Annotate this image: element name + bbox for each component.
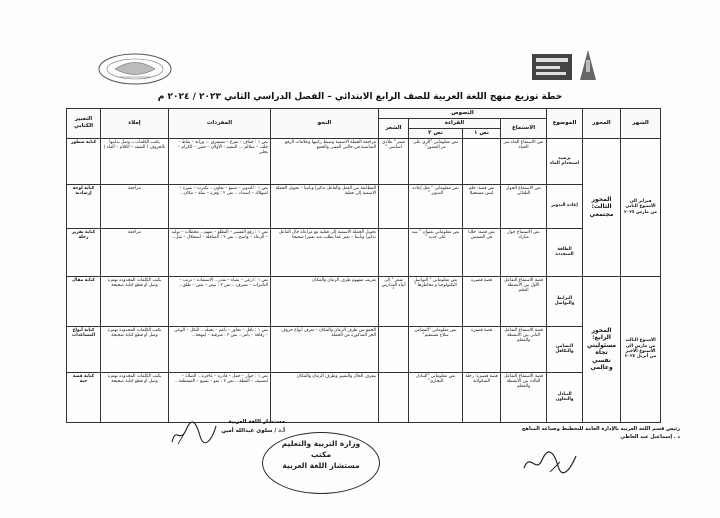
header-topic: الموضوع: [547, 109, 583, 139]
poetry-cell: شعر " الى أبناء المدارس ": [379, 276, 409, 326]
table-row: [67, 228, 661, 276]
header-spelling: إملاء: [101, 109, 169, 139]
topic-cell: التضامن والتكافل: [547, 326, 583, 372]
vocab-cell: نص ١ : رفع المسير – التطلع – متهم... مخطات – توليد – الرعاة – واضح... نص ٢ : المناقلة – استغلال – شل...: [169, 228, 271, 276]
poetry-cell: شعر " ملاذي أساسي ": [379, 138, 409, 184]
text1-cell: قصة قصيرة: رحلة الشكولاتة: [463, 372, 501, 422]
text2-cell: نص معلوماتي " التواصل التكنولوجيا و مخاطرها ": [409, 276, 463, 326]
signature-right: [520, 448, 580, 476]
book-cell: كتابة سطور: [67, 138, 101, 184]
topic-cell: إعادة التدوير: [547, 184, 583, 228]
vocab-cell: نص ١ : التدوير – تصنع – تعاون... تكثرت – سيرة – اسهلاك – استداد... نص ٢ : وفرة – سلة – مكان...: [169, 184, 271, 228]
poetry-cell: [379, 184, 409, 228]
stamp-line-1: وزارة التربية والتعليم: [281, 439, 361, 448]
vocab-cell: نص ١ : ازعي – بشاء – تقدر... الاستفادة – ترتب – التاثيرات – تسرف... نص ٢ : نبض – بعين – طلق...: [169, 276, 271, 326]
header-text2: نص ٢: [409, 128, 463, 138]
poetry-cell: [379, 228, 409, 276]
page-title: خطة توزيع منهج اللغة العربية للصف الرابع الابتدائي – الفصل الدراسي الثاني ٢٠٢٣ / ٢٠٢٤ م: [157, 92, 563, 102]
book-cell: كتابة مقال: [67, 276, 101, 326]
text2-cell: نص معلوماتي "التضامن سلاح مستقيم": [409, 326, 463, 372]
topic-cell: الترابط والتواصل: [547, 276, 583, 326]
listening-cell: نص الاستماع الماء سر الحياة: [501, 138, 547, 184]
spelling-cell: مراجعة: [101, 184, 169, 228]
table-row: [67, 326, 661, 372]
curriculum-table: [66, 108, 661, 423]
vocab-cell: نص ١ : حوار – حمل – قادرة – عاجزة... الصلاة – لتصنيف – القطة... نص ٢ : نمو – تسيع – المنقطعة...: [169, 372, 271, 422]
text1-cell: قصة قصيرة: [463, 326, 501, 372]
listening-cell: قصة الاستماع التفاعل الثاني بين الأنشطة والمعلم: [501, 326, 547, 372]
spelling-cell: يكتب الكلمات بـ وصل بدايتها بالحروف ( الشقد – الكلام – الفاء ): [101, 138, 169, 184]
grammar-cell: تحويل الجملة الاسمية إلى فعلية مع مراعاة حال الفاعل تذكيرا وتأنيثا – يعبر عما يطلب منه تعبيرا صحيحا: [271, 228, 379, 276]
header-texts: النصوص: [379, 109, 547, 119]
footer-left-name: أ.د / سلوى عبدالله أمين: [221, 428, 285, 435]
header-listening: الاستماع: [501, 118, 547, 138]
topic-cell: ترشيد استخدام الماء: [547, 138, 583, 184]
footer-right-name: د . إسماعيل عبد العاطي: [620, 434, 680, 440]
listening-cell: نص الاستماع الحوار التلقائي: [501, 184, 547, 228]
footer-left-title: مستشار اللغة العربية: [228, 419, 285, 425]
header-reading: القراءة: [409, 118, 501, 128]
ministry-logo: [528, 42, 608, 86]
header-vocabulary: المفردات: [169, 109, 271, 139]
vocab-cell: نص ١ : جفاف – تفرغ – تستغرق ... وراثة – نقاط – خلف – سلالم ... النشيد : الأولان – حنين – الكرام – يحلي: [169, 138, 271, 184]
header-book: التعبير الكتابي: [67, 109, 101, 139]
stamp-line-2: مكتب: [310, 449, 331, 459]
header-poetry: الشعر: [379, 118, 409, 138]
listening-cell: قصة الاستماع التفاعل الأول بين الأنشطة التعلم: [501, 276, 547, 326]
grammar-cell: المطابقة بين الفعل والفاعل تذكيرا وتأنيثا – تحويل الجملة الاسمية إلى فعلية: [271, 184, 379, 228]
table-row: [67, 372, 661, 422]
month-cell: فبراير الى الأسبوع الثاني من مارس ٢٠٢٤: [621, 138, 661, 276]
text2-cell: نص معلوماتي "التبادل التجاري": [409, 372, 463, 422]
grammar-cell: مراجعة الجملة الاسمية وضبط ركنيها وعلامات الرفع المناسبة في حالتي المثنى والجمع: [271, 138, 379, 184]
book-cell: كتابة تقرير رحلة: [67, 228, 101, 276]
grammar-cell: الجمع بين ظرف الزمان والمكان – تعرف أنواع حروف الجر المذكورة من الجملة: [271, 326, 379, 372]
axis-cell: المحور الرابع: مسئوليتي تجاه نفسي وعالمي: [583, 276, 621, 422]
grammar-cell: تعريف مفهوم ظرف الزمان والمكان: [271, 276, 379, 326]
footer-right: [450, 425, 680, 441]
header-month: الشهر: [621, 109, 661, 139]
axis-cell: المحور الثالث: مجتمعي: [583, 138, 621, 276]
vocab-cell: نص ١ : نافل – تجاوز – ناعم – يحيله... التكل – الوعي – رقاقة – يامر... نص ٢ : مترفية – ابتهجة...: [169, 326, 271, 372]
text1-cell: نص قصة: خلايا في الشمس: [463, 228, 501, 276]
listening-cell: قصة الاستماع التفاعل الثالث بين الأنشطة والمعلم: [501, 372, 547, 422]
text1-cell: قصة قصيرة: [463, 276, 501, 326]
footer-right-title: رئيس قسم اللغة العربية بالإدارة العامة للتخطيط وصياغة المناهج: [521, 426, 680, 432]
header-text1: نص ١: [463, 128, 501, 138]
text1-cell: نص قصة: حلم ليس مستحيلا: [463, 184, 501, 228]
text1-cell: [463, 138, 501, 184]
text2-cell: نص معلوماتي بعنوان " سد على جديد ": [409, 228, 463, 276]
poetry-cell: [379, 326, 409, 372]
header-axis: المحور: [583, 109, 621, 139]
spelling-cell: يكتب الكلمات المحدودة بهمزة وصل أو قطع كتابة صحيحة: [101, 372, 169, 422]
book-cell: كتابة لوحة إرشادية: [67, 184, 101, 228]
academic-seal-logo: [95, 50, 175, 88]
text2-cell: نص معلوماتي "الري على مر العصور": [409, 138, 463, 184]
header-grammar: النحو: [271, 109, 379, 139]
official-stamp: [262, 432, 380, 494]
grammar-cell: يتعرف الحال والتمييز وظرف الزمان والمكان: [271, 372, 379, 422]
listening-cell: نص الاستماع حوار مبارك: [501, 228, 547, 276]
spelling-cell: يكتب الكلمات المحدودة بهمزة وصل أو قطع كتابة صحيحة: [101, 326, 169, 372]
table-row: [67, 276, 661, 326]
book-cell: كتابة أنواع المساعدات: [67, 326, 101, 372]
signature-left: [168, 420, 220, 446]
table-row: [67, 184, 661, 228]
month-cell: الأسبوع الثالث من مارس الى الأسبوع الأخير من أبريل ٢٠٢٤: [621, 276, 661, 422]
spelling-cell: يكتب الكلمات المحدودة بهمزة وصل أو قطع كتابة صحيحة: [101, 276, 169, 326]
spelling-cell: مراجعة: [101, 228, 169, 276]
text2-cell: نص معلوماتي " مثل إعادة التدوير ": [409, 184, 463, 228]
book-cell: كتابة قصة حية: [67, 372, 101, 422]
table-row: [67, 138, 661, 184]
stamp-line-3: مستشار اللغة العربية: [282, 460, 360, 470]
topic-cell: التبادل والتعاون: [547, 372, 583, 422]
topic-cell: الطاقة المتجددة: [547, 228, 583, 276]
poetry-cell: [379, 372, 409, 422]
